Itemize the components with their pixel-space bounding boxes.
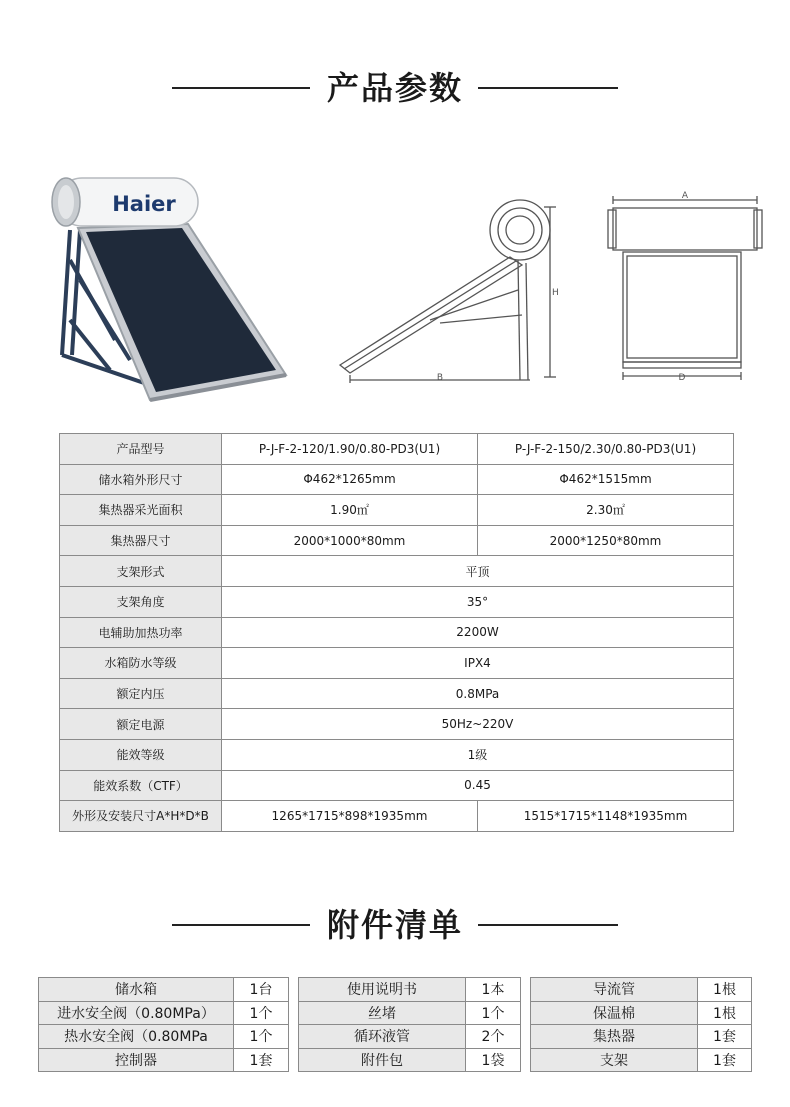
spec-value-1: Φ462*1265mm bbox=[222, 464, 478, 495]
spec-label: 支架角度 bbox=[60, 586, 222, 617]
params-title: 产品参数 bbox=[326, 69, 463, 107]
spec-label: 电辅助加热功率 bbox=[60, 617, 222, 648]
accessory-name: 控制器 bbox=[39, 1048, 234, 1072]
spec-row bbox=[60, 678, 734, 709]
accessory-row bbox=[39, 1025, 289, 1049]
accessory-name: 循环液管 bbox=[299, 1025, 466, 1049]
accessory-row bbox=[531, 978, 752, 1002]
accessory-name: 保温棉 bbox=[531, 1001, 698, 1025]
accessory-row bbox=[299, 1001, 521, 1025]
accessory-row bbox=[299, 1048, 521, 1072]
spec-row bbox=[60, 617, 734, 648]
spec-label: 水箱防水等级 bbox=[60, 648, 222, 679]
spec-value-2: Φ462*1515mm bbox=[478, 464, 734, 495]
spec-value-2: 2000*1250*80mm bbox=[478, 525, 734, 556]
spec-row bbox=[60, 586, 734, 617]
side-view-drawing bbox=[330, 195, 560, 395]
accessory-qty: 2个 bbox=[466, 1025, 521, 1049]
product-photo bbox=[40, 170, 300, 410]
spec-row bbox=[60, 709, 734, 740]
accessory-qty: 1套 bbox=[234, 1048, 289, 1072]
spec-row bbox=[60, 770, 734, 801]
title-rule-right bbox=[478, 924, 618, 926]
spec-value: IPX4 bbox=[222, 648, 734, 679]
accessory-qty: 1台 bbox=[234, 978, 289, 1002]
spec-value: 0.45 bbox=[222, 770, 734, 801]
spec-row bbox=[60, 648, 734, 679]
spec-label: 储水箱外形尺寸 bbox=[60, 464, 222, 495]
front-view-drawing bbox=[605, 188, 775, 388]
dim-label-a: A bbox=[681, 191, 689, 201]
accessory-name: 丝堵 bbox=[299, 1001, 466, 1025]
spec-row bbox=[60, 525, 734, 556]
spec-value-1: 1.90㎡ bbox=[222, 495, 478, 526]
spec-value: 35° bbox=[222, 586, 734, 617]
params-header bbox=[0, 68, 790, 108]
spec-value: 1级 bbox=[222, 739, 734, 770]
accessory-name: 使用说明书 bbox=[299, 978, 466, 1002]
accessory-row bbox=[39, 1048, 289, 1072]
accessory-table-1 bbox=[38, 977, 289, 1072]
spec-row-model bbox=[60, 434, 734, 465]
spec-label: 支架形式 bbox=[60, 556, 222, 587]
accessory-name: 支架 bbox=[531, 1048, 698, 1072]
spec-value-2: 2.30㎡ bbox=[478, 495, 734, 526]
accessory-qty: 1套 bbox=[698, 1025, 752, 1049]
accessories-title: 附件清单 bbox=[326, 906, 463, 944]
brand-logo: Haier bbox=[112, 192, 176, 216]
spec-label: 外形及安装尺寸A*H*D*B bbox=[60, 801, 222, 832]
spec-label: 集热器采光面积 bbox=[60, 495, 222, 526]
spec-value-1: 2000*1000*80mm bbox=[222, 525, 478, 556]
accessory-name: 热水安全阀（0.80MPa bbox=[39, 1025, 234, 1049]
accessory-qty: 1本 bbox=[466, 978, 521, 1002]
dim-label-b: B bbox=[436, 373, 444, 383]
accessory-row bbox=[39, 1001, 289, 1025]
spec-table bbox=[59, 433, 734, 832]
spec-row bbox=[60, 556, 734, 587]
spec-label: 能效等级 bbox=[60, 739, 222, 770]
accessory-table-2 bbox=[298, 977, 521, 1072]
spec-label: 能效系数（CTF） bbox=[60, 770, 222, 801]
spec-label: 额定内压 bbox=[60, 678, 222, 709]
accessory-name: 导流管 bbox=[531, 978, 698, 1002]
accessory-qty: 1根 bbox=[698, 978, 752, 1002]
accessory-table-3 bbox=[530, 977, 752, 1072]
spec-row bbox=[60, 495, 734, 526]
spec-row bbox=[60, 464, 734, 495]
accessory-qty: 1袋 bbox=[466, 1048, 521, 1072]
spec-value: 0.8MPa bbox=[222, 678, 734, 709]
accessory-qty: 1个 bbox=[234, 1025, 289, 1049]
dim-label-h: H bbox=[552, 288, 559, 298]
accessory-qty: 1个 bbox=[234, 1001, 289, 1025]
accessory-row bbox=[531, 1025, 752, 1049]
spec-value-2: 1515*1715*1148*1935mm bbox=[478, 801, 734, 832]
accessory-row bbox=[299, 978, 521, 1002]
dim-label-d: D bbox=[678, 373, 686, 383]
accessory-qty: 1套 bbox=[698, 1048, 752, 1072]
accessory-row bbox=[531, 1048, 752, 1072]
accessory-name: 集热器 bbox=[531, 1025, 698, 1049]
accessories-header bbox=[0, 905, 790, 945]
accessory-row bbox=[531, 1001, 752, 1025]
spec-value: 50Hz~220V bbox=[222, 709, 734, 740]
spec-value: 2200W bbox=[222, 617, 734, 648]
spec-label: 产品型号 bbox=[60, 434, 222, 465]
spec-value-1: 1265*1715*898*1935mm bbox=[222, 801, 478, 832]
accessory-qty: 1根 bbox=[698, 1001, 752, 1025]
spec-label: 集热器尺寸 bbox=[60, 525, 222, 556]
accessory-qty: 1个 bbox=[466, 1001, 521, 1025]
spec-row-dimensions bbox=[60, 801, 734, 832]
accessory-name: 储水箱 bbox=[39, 978, 234, 1002]
accessory-row bbox=[299, 1025, 521, 1049]
spec-model-1: P-J-F-2-120/1.90/0.80-PD3(U1) bbox=[222, 434, 478, 465]
spec-label: 额定电源 bbox=[60, 709, 222, 740]
accessory-name: 附件包 bbox=[299, 1048, 466, 1072]
spec-model-2: P-J-F-2-150/2.30/0.80-PD3(U1) bbox=[478, 434, 734, 465]
accessory-row bbox=[39, 978, 289, 1002]
spec-row bbox=[60, 739, 734, 770]
accessory-name: 进水安全阀（0.80MPa） bbox=[39, 1001, 234, 1025]
spec-value: 平顶 bbox=[222, 556, 734, 587]
title-rule-right bbox=[478, 87, 618, 89]
